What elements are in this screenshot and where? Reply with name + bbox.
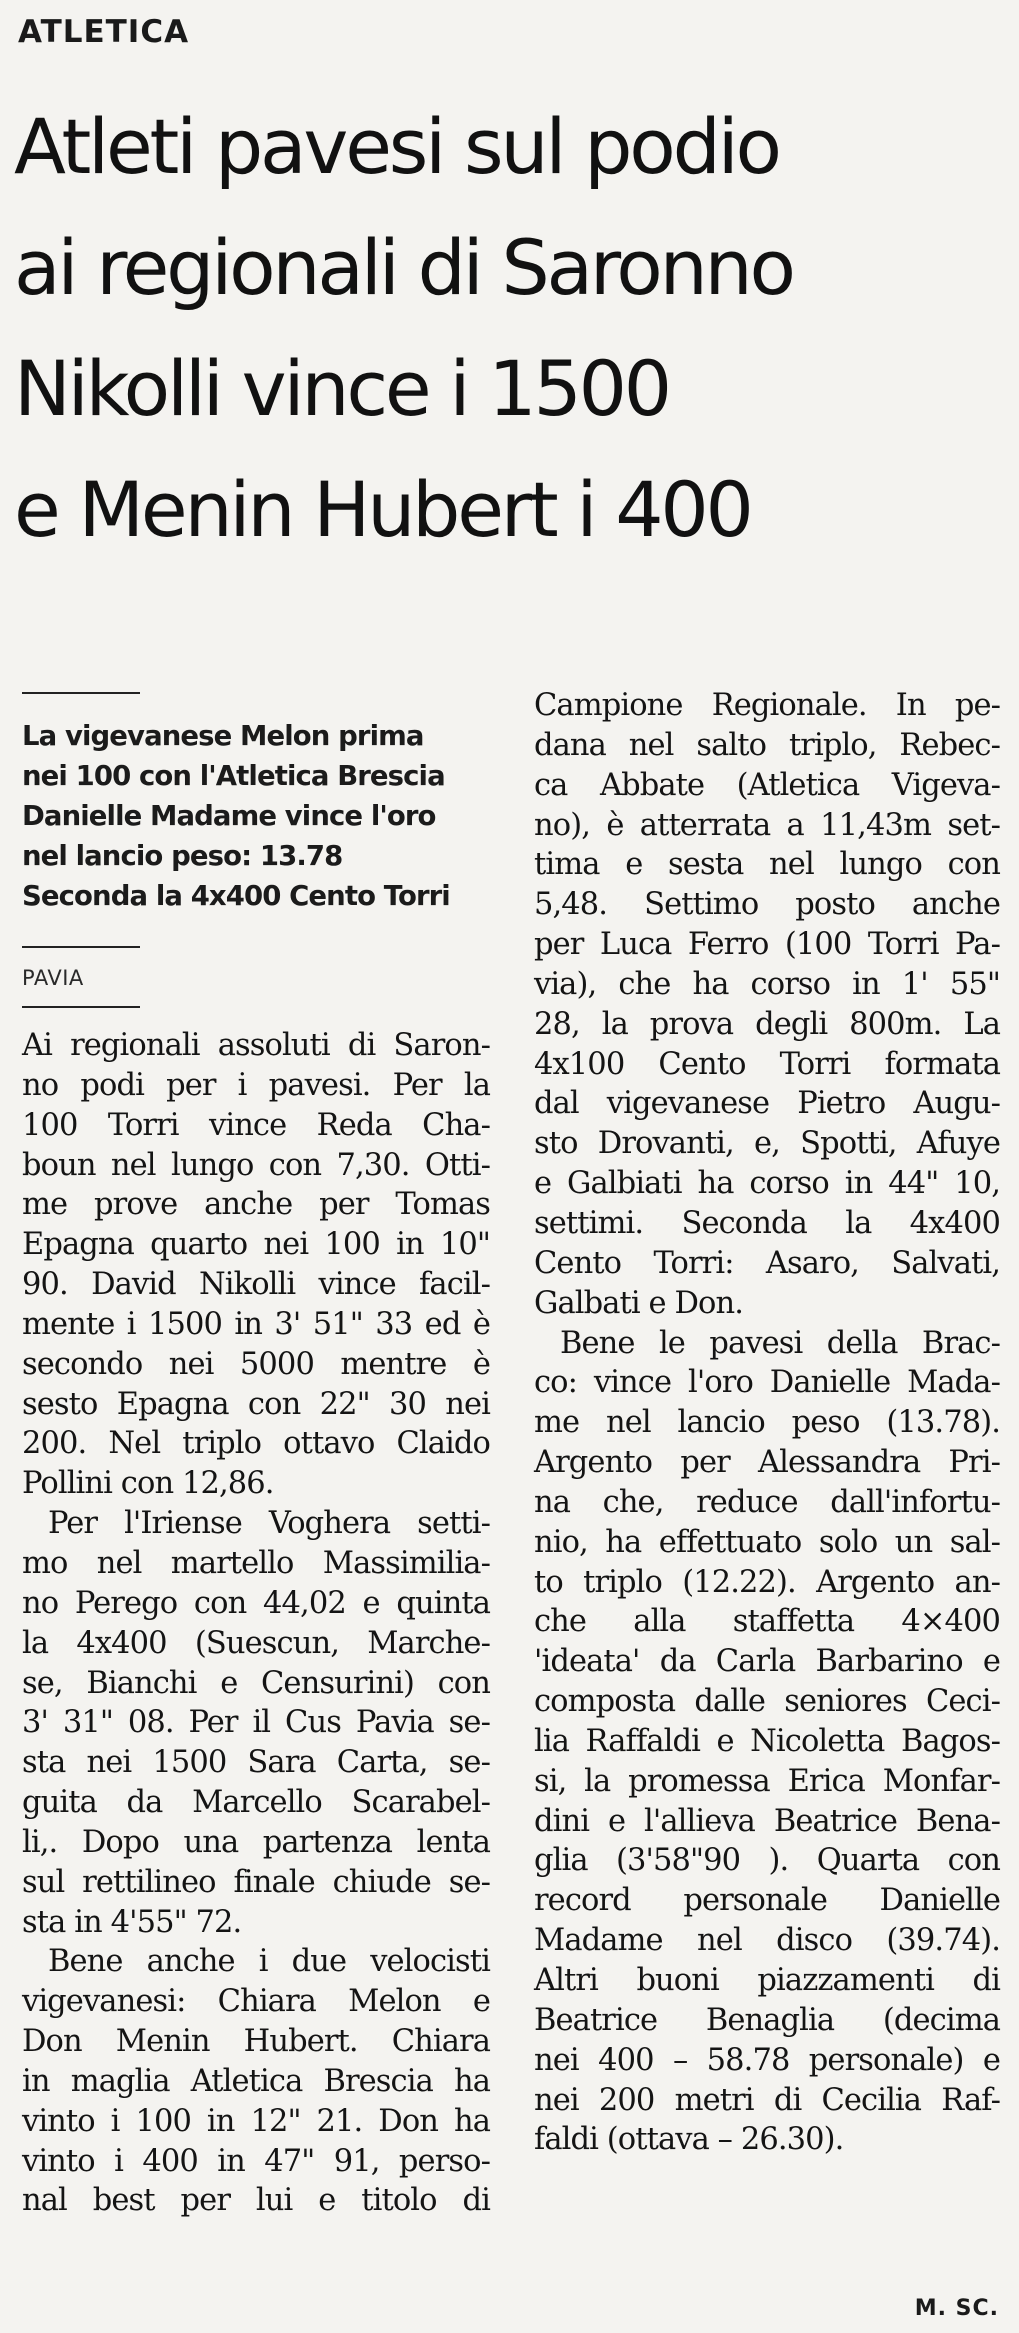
- body-line: e Galbiati ha corso in 44" 10,: [534, 1166, 1000, 1202]
- body-line: per Luca Ferro (100 Torri Pa-: [534, 927, 1000, 963]
- body-line: Don Menin Hubert. Chiara: [22, 2024, 490, 2060]
- dateline-bottom-rule: [22, 1006, 140, 1008]
- subhead-top-rule: [22, 692, 140, 694]
- body-line: Bene anche i due velocisti: [48, 1944, 490, 1980]
- headline-line: Nikolli vince i 1500: [14, 344, 669, 433]
- body-line: Cento Torri: Asaro, Salvati,: [534, 1245, 1000, 1281]
- subhead-line: La vigevanese Melon prima: [22, 720, 424, 752]
- body-line: no podi per i pavesi. Per la: [22, 1067, 490, 1103]
- body-line: 90. David Nikolli vince facil-: [22, 1267, 490, 1303]
- headline: [14, 86, 1014, 570]
- body-line: me prove anche per Tomas: [22, 1187, 490, 1223]
- headline-line: Atleti pavesi sul podio: [14, 102, 779, 191]
- body-line: la 4x400 (Suescun, Marche-: [22, 1625, 490, 1661]
- body-line: 4x100 Cento Torri formata: [534, 1046, 1000, 1082]
- article-column-2: [534, 686, 1000, 2160]
- body-line: co: vince l'oro Danielle Mada-: [534, 1365, 1000, 1401]
- author-signature: M. SC.: [914, 2296, 999, 2321]
- headline-line: ai regionali di Saronno: [14, 223, 793, 312]
- body-line: si, la promessa Erica Monfar-: [534, 1763, 1000, 1799]
- body-line: sesto Epagna con 22" 30 nei: [22, 1386, 490, 1422]
- body-line: 'ideata' da Carla Barbarino e: [534, 1644, 1000, 1680]
- subhead-line: nei 100 con l'Atletica Brescia: [22, 760, 445, 792]
- body-line: Ai regionali assoluti di Saron-: [22, 1028, 490, 1063]
- body-line: 3' 31" 08. Per il Cus Pavia se-: [22, 1705, 490, 1741]
- body-line: nal best per lui e titolo di: [22, 2183, 490, 2219]
- body-line: che alla staffetta 4×400: [534, 1604, 1000, 1640]
- body-line: guita da Marcello Scarabel-: [22, 1785, 490, 1821]
- body-line: na che, reduce dall'infortu-: [534, 1484, 1000, 1520]
- body-line: settimi. Seconda la 4x400: [534, 1205, 1000, 1241]
- body-line: glia (3'58"90 ). Quarta con: [534, 1843, 1000, 1879]
- body-line: Pollini con 12,86.: [22, 1466, 274, 1502]
- body-line: dal vigevanese Pietro Augu-: [534, 1086, 1000, 1122]
- body-line: record personale Danielle: [534, 1883, 1000, 1919]
- headline-line: e Menin Hubert i 400: [14, 465, 751, 554]
- body-line: Argento per Alessandra Pri-: [534, 1445, 1000, 1481]
- body-line: mo nel martello Massimilia-: [22, 1545, 490, 1581]
- body-line: boun nel lungo con 7,30. Otti-: [22, 1147, 490, 1183]
- dateline-top-rule: [22, 946, 140, 948]
- body-line: sta in 4'55" 72.: [22, 1904, 242, 1940]
- body-line: vinto i 100 in 12" 21. Don ha: [22, 2103, 490, 2139]
- body-line: Galbati e Don.: [534, 1285, 744, 1321]
- body-line: sul rettilineo finale chiude se-: [22, 1864, 490, 1900]
- body-line: dana nel salto triplo, Rebec-: [534, 727, 1000, 763]
- body-line: via), che ha corso in 1' 55": [534, 966, 1000, 1002]
- body-line: no Perego con 44,02 e quinta: [22, 1585, 490, 1621]
- body-line: composta dalle seniores Ceci-: [534, 1684, 1000, 1720]
- body-line: Campione Regionale. In pe-: [534, 688, 1000, 723]
- body-line: 100 Torri vince Reda Cha-: [22, 1107, 490, 1143]
- subhead-line: Danielle Madame vince l'oro: [22, 800, 436, 832]
- body-line: li,. Dopo una partenza lenta: [22, 1824, 490, 1860]
- body-line: Beatrice Benaglia (decima: [534, 2002, 1000, 2038]
- body-line: ca Abbate (Atletica Vigeva-: [534, 767, 1000, 803]
- body-line: vinto i 400 in 47" 91, perso-: [22, 2143, 490, 2179]
- body-line: no), è atterrata a 11,43m set-: [534, 807, 1000, 843]
- body-line: to triplo (12.22). Argento an-: [534, 1564, 1000, 1600]
- body-line: sta nei 1500 Sara Carta, se-: [22, 1745, 490, 1781]
- body-line: sto Drovanti, e, Spotti, Afuye: [534, 1126, 1000, 1162]
- body-line: Per l'Iriense Voghera setti-: [48, 1506, 490, 1542]
- body-line: faldi (ottava – 26.30).: [534, 2122, 844, 2158]
- body-line: Madame nel disco (39.74).: [534, 1923, 1000, 1959]
- body-line: nei 200 metri di Cecilia Raf-: [534, 2082, 1000, 2118]
- subheadline: [22, 716, 502, 916]
- body-line: Epagna quarto nei 100 in 10": [22, 1227, 490, 1263]
- dateline: PAVIA: [22, 966, 84, 990]
- body-line: me nel lancio peso (13.78).: [534, 1405, 1000, 1441]
- body-line: vigevanesi: Chiara Melon e: [22, 1984, 490, 2020]
- body-line: 28, la prova degli 800m. La: [534, 1006, 1000, 1042]
- body-line: tima e sesta nel lungo con: [534, 847, 1000, 883]
- section-label: ATLETICA: [18, 14, 190, 50]
- body-line: 200. Nel triplo ottavo Claido: [22, 1426, 490, 1462]
- subhead-line: nel lancio peso: 13.78: [22, 840, 343, 872]
- body-line: secondo nei 5000 mentre è: [22, 1346, 490, 1382]
- article-column-1: [22, 1026, 490, 2221]
- body-line: se, Bianchi e Censurini) con: [22, 1665, 490, 1701]
- body-line: nei 400 – 58.78 personale) e: [534, 2042, 1000, 2078]
- body-line: Altri buoni piazzamenti di: [534, 1963, 1000, 1998]
- subhead-line: Seconda la 4x400 Cento Torri: [22, 880, 450, 912]
- body-line: dini e l'allieva Beatrice Bena-: [534, 1803, 1000, 1839]
- body-line: in maglia Atletica Brescia ha: [22, 2063, 490, 2099]
- body-line: lia Raffaldi e Nicoletta Bagos-: [534, 1723, 1000, 1759]
- body-line: 5,48. Settimo posto anche: [534, 887, 1000, 923]
- body-line: nio, ha effettuato solo un sal-: [534, 1524, 1000, 1560]
- body-line: Bene le pavesi della Brac-: [560, 1325, 1000, 1361]
- body-line: mente i 1500 in 3' 51" 33 ed è: [22, 1306, 490, 1342]
